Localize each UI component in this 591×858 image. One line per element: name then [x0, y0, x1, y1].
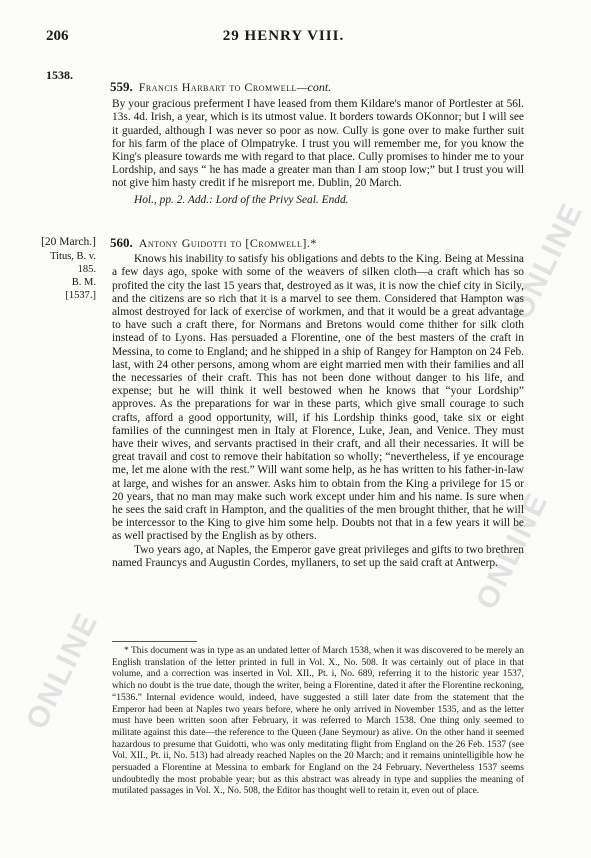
watermark: ONLINE [20, 607, 105, 735]
page-number: 206 [46, 28, 69, 44]
watermark: ONLINE [470, 487, 555, 615]
entry-title: Francis Harbart to Cromwell [138, 80, 297, 94]
margin-reference: B. M. [71, 277, 96, 288]
entry-body: Two years ago, at Naples, the Emperor gave great privileges and gifts to two brethren named Frauncys and Augustin Cordes, myllaners, to set up the said craft at Antwerp. [112, 543, 524, 569]
margin-reference: Titus, B. v. [50, 251, 96, 262]
margin-reference: 185. [77, 264, 96, 275]
margin-reference: [1537.] [65, 290, 96, 301]
entry-560-margin [18, 236, 96, 302]
page-header [0, 0, 567, 44]
running-title: 29 HENRY VIII. [222, 28, 345, 44]
entry-title-suffix: —cont. [296, 80, 332, 94]
entry-heading [110, 80, 524, 94]
year-label: 1538. [46, 68, 73, 82]
entry-number: 560. [110, 235, 133, 250]
entry-heading [110, 236, 524, 250]
entry-body: By your gracious preferment I have leased from them Kildare's manor of Portlester at 56l. 13s. 4d. Irish, a year, which is its utmost value. It borders towards OKonnor; but I will see it guarded, although I was never so poor as now. Cully is gone over to make further suit for his farm of the place of Olmpatryke. I trust you will remember me, for you know the King's pleasure towards me with regard to that place. Cully promises to hinder me to your Lordship, and says “ he has made a greater man than I am stoop low;” but I trust you will not give him hasty credit if he misreport me. Dublin, 20 March. [112, 98, 524, 190]
entry-body: Knows his inability to satisfy his obligations and debts to the King. Being at Messina a few days ago, spoke with some of the weavers of silken cloth—a craft which has so profited the city the last 15 years that, destroyed as it was, it is now the chief city in Sicily, and the citizens are so rich that it is a marvel to see them. Considered that Hampton was almost destroyed for lack of exercise of workmen, and that it would be a great advantage to have such a craft there, for Normans and Bretons would come thither for silk cloth instead of to Lyons. Has persuaded a Florentine, one of the best masters of the craft in Messina, to come to England; and he shipped in a ship of Rangey for Hampton on 24 Feb. last, with 24 other persons, among whom are eight married men with their families and all the necessaries of their craft. This has not been done without danger to his life, and expense; but he will think it well bestowed when he knows that “your Lordship” approves. As the preparations for war in these parts, which give small courage to such crafts, afford a good opportunity, will, if his Lordship thinks good, take six or eight families of the cunningest men in Italy at Florence, Luke, Jean, and Venice. They must have their wives, and servants practised in their craft, and all their necessaries. It will be great travail and cost to remove their habitation so wholly; “nevertheless, if ye encourage me, let me alone with the rest.” Will want some help, as he has written to his father-in-law at large, and wishes for an answer. Asks him to obtain from the King a privilege for 15 or 20 years, that no man may make such work except under him and his name. Is sure when he sees the said craft in Hampton, and the qualities of the men brought thither, that he will be intercessor to the King to give him some help. Doubts not that in a few years it will be as well practised by the English as by others. [112, 253, 524, 543]
footnote [112, 646, 524, 798]
watermark: ONLINE [505, 197, 590, 325]
entry-note: Hol., pp. 2. Add.: Lord of the Privy Seal. Endd. [134, 193, 349, 206]
entry-560 [112, 236, 524, 570]
margin-date: [20 March.] [41, 236, 96, 248]
footnote-rule [112, 641, 197, 642]
entry-title: Antony Guidotti to [Cromwell].* [138, 236, 317, 250]
entry-559 [112, 80, 524, 207]
entry-number: 559. [110, 79, 133, 94]
footnote-text: * This document was in type as an undated letter of March 1538, when it was discovered to be merely an English translation of the letter printed in full in Vol. X., No. 508. It was certainly out of place in that volume, and a correction was inserted in Vol. XII., Pt. i, No. 689, referring it to the historic year 1537, which no doubt is the true date, though the writer, being a Florentine, dated it after the Florentine reckoning, “1536.” Internal evidence would, indeed, have suggested a still later date from the statement that the Emperor had been at Naples two years before, where he only arrived in November 1535, and as the letter must have been written soon after February, it was referred to March 1538. One thing only seemed to militate against this date—the reference to the Queen (Jane Seymour) as alive. On the other hand it seemed hazardous to presume that Guidotti, who was only meditating flight from England on the 26 Feb. 1537 (see Vol. XII., Pt. ii, No. 513) had already reached Naples on the 20 March; and it remains unintelligible how he persuaded a Florentine at Messina to embark for England on the 24 February. Nevertheless 1537 seems undoubtedly the most probable year; but as this abstract was already in type and supplies the meaning of mutilated passages in Vol. X., No. 508, the Editor has thought well to retain it, even out of place. [112, 646, 524, 797]
